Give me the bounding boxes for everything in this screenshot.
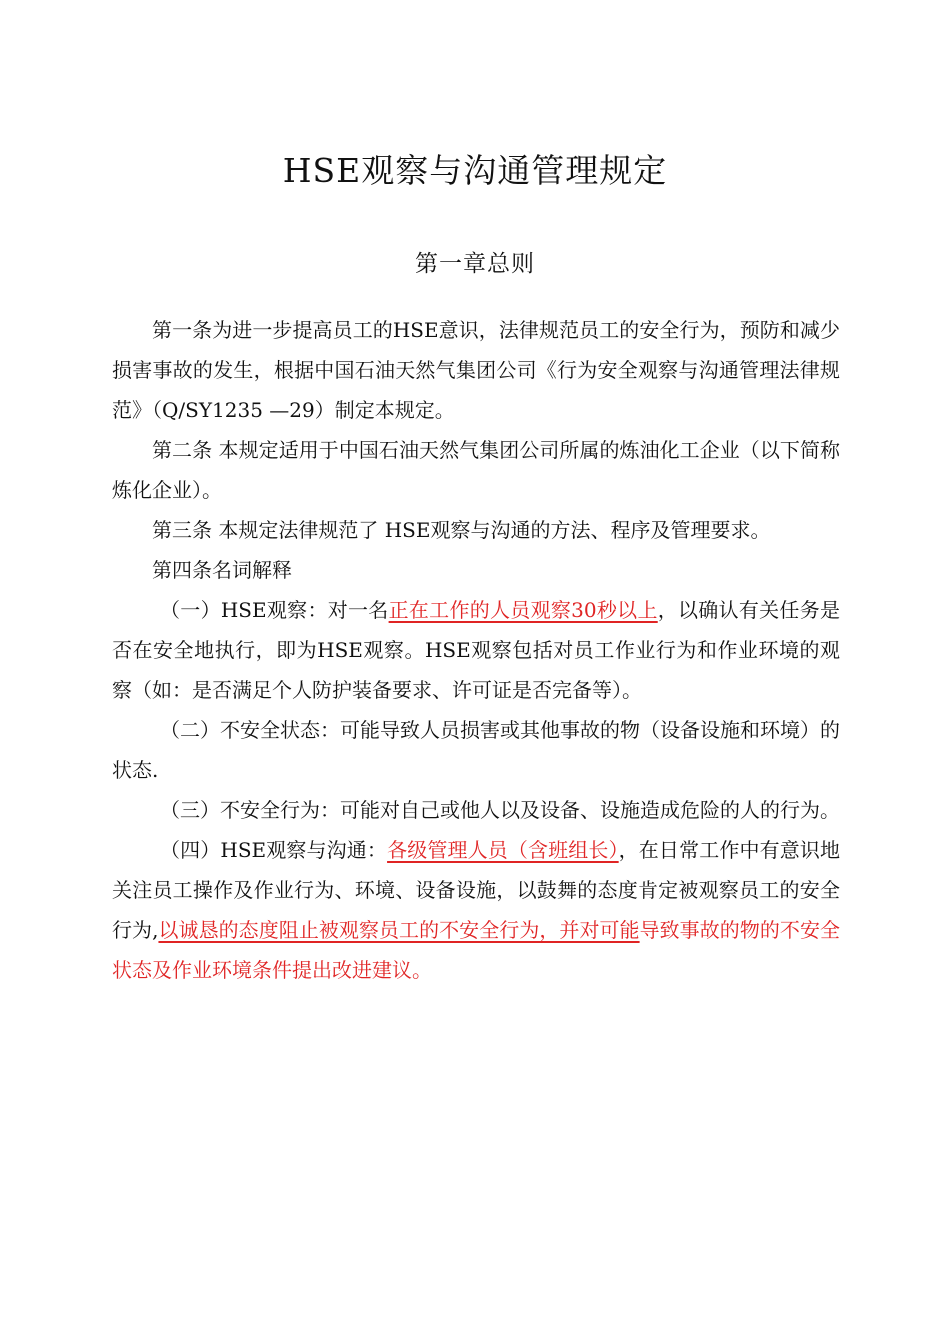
- definition-4-middle: ，在日常工作中有意识地关注员工操作及作业行为、环境、设备设施，以鼓舞的态度肯定被观察员工的安全行为,: [112, 838, 840, 942]
- document-title: HSE观察与沟通管理规定: [282, 151, 668, 190]
- definition-1-rest: ，以确认有关任务是否在安全地执行，即为HSE观察。HSE观察包括对员工作业行为和作业环境的观察（如：是否满足个人防护装备要求、许可证是否完备等）。: [112, 598, 841, 702]
- definition-3: （三）不安全行为：可能对自己或他人以及设备、设施造成危险的人的行为。: [160, 798, 840, 822]
- definition-1-highlight: 正在工作的人员观察30秒以上: [388, 598, 658, 622]
- definition-4-lead: （四）HSE观察与沟通：: [160, 838, 388, 862]
- article-3: 第三条 本规定法律规范了 HSE观察与沟通的方法、程序及管理要求。: [152, 518, 771, 542]
- definition-1-lead: （一）HSE观察：对一名: [160, 598, 389, 622]
- article-2: 第二条 本规定适用于中国石油天然气集团公司所属的炼油化工企业（以下简称炼化企业）。: [112, 438, 840, 502]
- definition-4-highlight-managers: 各级管理人员（含班组长）: [387, 838, 619, 862]
- chapter-heading: 第一章总则: [415, 251, 535, 277]
- article-1: 第一条为进一步提高员工的HSE意识，法律规范员工的安全行为，预防和减少损害事故的发生，根据中国石油天然气集团公司《行为安全观察与沟通管理法律规范》（Q/SY1235 —29）制定本规定。: [112, 318, 840, 422]
- article-4: 第四条名词解释: [152, 558, 292, 582]
- definition-2: （二）不安全状态：可能导致人员损害或其他事故的物（设备设施和环境）的状态.: [112, 718, 840, 782]
- document-body: [112, 310, 840, 990]
- definition-4: [112, 830, 840, 990]
- definition-1: [112, 590, 840, 710]
- definition-4-tail: 导致事故的物的不安全状态及作业环境条件提出改进建议。: [112, 918, 841, 982]
- definition-4-highlight-stop: 以诚恳的态度阻止被观察员工的不安全行为，并对可能: [158, 918, 640, 942]
